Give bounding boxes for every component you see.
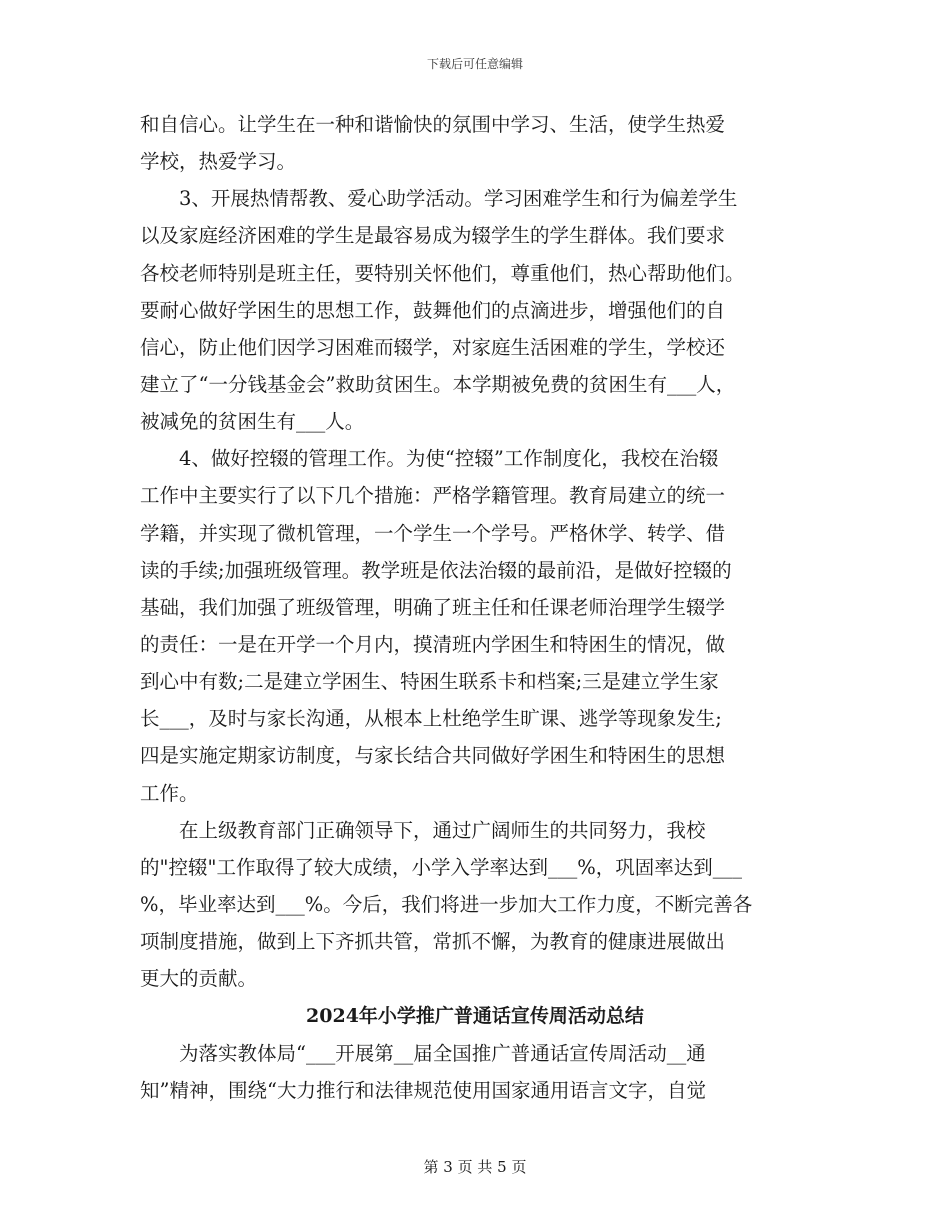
- body-line: 四是实施定期家访制度，与家长结合共同做好学困生和特困生的思想: [140, 744, 726, 768]
- body-line: 要耐心做好学困生的思想工作，鼓舞他们的点滴进步，增强他们的自: [140, 298, 726, 322]
- body-line: 和自信心。让学生在一种和谐愉快的氛围中学习、生活，使学生热爱: [140, 113, 726, 136]
- section-title: 2024年小学推广普通话宣传周活动总结: [306, 1005, 644, 1027]
- body-line: 的"控辍"工作取得了较大成绩，小学入学率达到___%，巩固率达到___: [140, 855, 742, 879]
- body-line: 基础，我们加强了班级管理，明确了班主任和任课老师治理学生辍学: [140, 595, 726, 619]
- body-line: 以及家庭经济困难的学生是最容易成为辍学生的学生群体。我们要求: [140, 224, 726, 248]
- page-number: 第 3 页 共 5 页: [423, 1158, 527, 1176]
- body-line: 学籍，并实现了微机管理，一个学生一个学号。严格休学、转学、借: [140, 521, 726, 545]
- body-line: 建立了“一分钱基金会”救助贫困生。本学期被免费的贫困生有___人，: [140, 372, 736, 396]
- body-line: 项制度措施，做到上下齐抓共管，常抓不懈，为教育的健康进展做出: [140, 930, 726, 954]
- section-body: [140, 1035, 800, 1109]
- body-line: 信心，防止他们因学习困难而辍学，对家庭生活困难的学生，学校还: [140, 335, 726, 359]
- body-line: 在上级教育部门正确领导下，通过广阔师生的共同努力，我校: [140, 818, 706, 842]
- body-line: 更大的贡献。: [140, 967, 258, 991]
- body-line: 为落实教体局“___开展第__届全国推广普通话宣传周活动__通: [140, 1042, 706, 1065]
- body-line: 4、做好控辍的管理工作。为使“控辍”工作制度化，我校在治辍: [140, 447, 719, 471]
- header-note: 下载后可任意编辑: [426, 57, 523, 71]
- body-line: %，毕业率达到___%。今后，我们将进一步加大工作力度，不断完善各: [140, 892, 753, 916]
- body-line: 知”精神，围绕“大力推行和法律规范使用国家通用语言文字，自觉: [140, 1079, 706, 1103]
- body-line: 工作中主要实行了以下几个措施：严格学籍管理。教育局建立的统一: [140, 484, 726, 508]
- body-line: 的责任：一是在开学一个月内，摸清班内学困生和特困生的情况，做: [140, 632, 726, 656]
- body-line: 读的手续;加强班级管理。教学班是依法治辍的最前沿，是做好控辍的: [140, 558, 732, 582]
- body-line: 被减免的贫困生有___人。: [140, 410, 365, 434]
- body-line: 工作。: [140, 781, 199, 805]
- body-line: 长___，及时与家长沟通，从根本上杜绝学生旷课、逃学等现象发生;: [140, 707, 722, 731]
- body-line: 到心中有数;二是建立学困生、特困生联系卡和档案;三是建立学生家: [140, 670, 719, 694]
- body-line: 3、开展热情帮教、爱心助学活动。学习困难学生和行为偏差学生: [140, 187, 738, 211]
- body-line: 学校，热爱学习。: [140, 150, 297, 174]
- body-line: 各校老师特别是班主任，要特别关怀他们，尊重他们，热心帮助他们。: [140, 261, 745, 285]
- body-text: [140, 106, 800, 997]
